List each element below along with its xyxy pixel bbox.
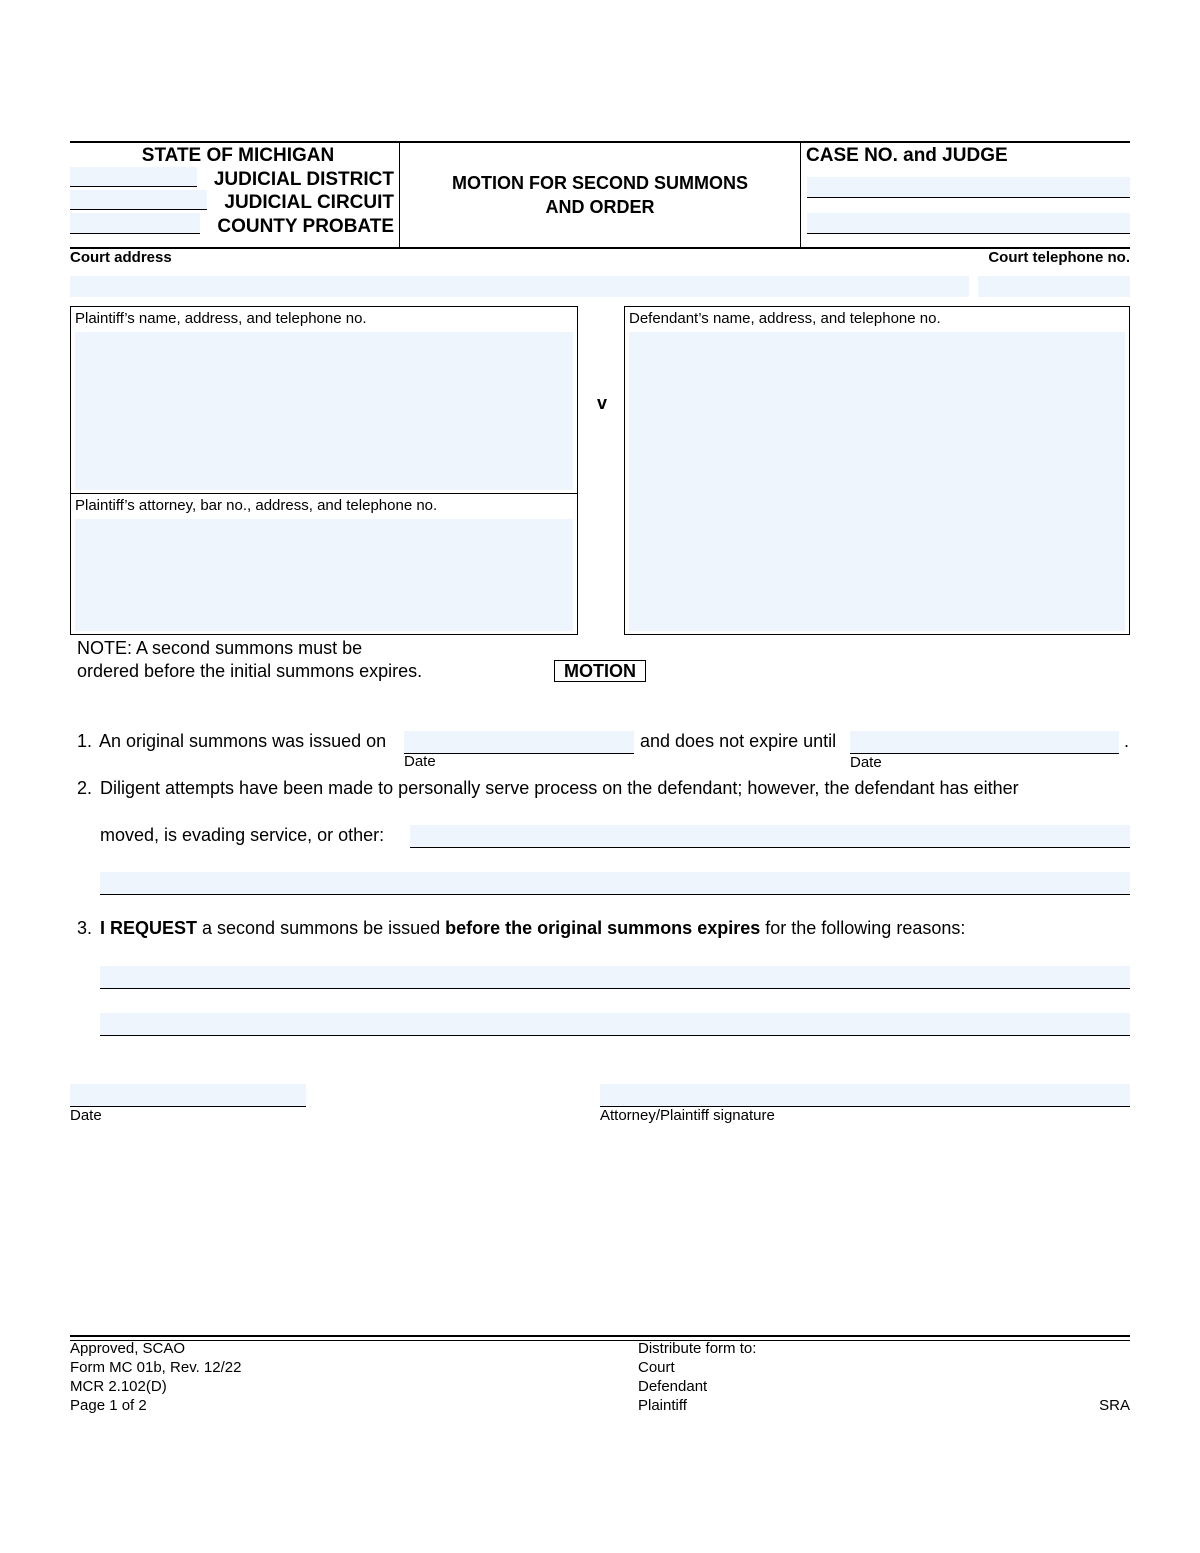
- county-probate-field[interactable]: [70, 213, 200, 234]
- item3-text-a: a second summons be issued: [197, 918, 446, 938]
- circuit-number-field[interactable]: [70, 190, 207, 210]
- footer-rule-ref: MCR 2.102(D): [70, 1378, 167, 1395]
- item2-line1: Diligent attempts have been made to personally serve process on the defendant; however, the defendant has either: [100, 778, 1019, 798]
- note-line1: NOTE: A second summons must be: [77, 638, 363, 658]
- expire-date-label: Date: [850, 754, 882, 771]
- signature-date-field[interactable]: [70, 1084, 306, 1107]
- item3-bold-request: I REQUEST: [100, 918, 198, 938]
- footer-rule: [70, 1335, 1130, 1341]
- case-no-label: CASE NO. and JUDGE: [806, 145, 1008, 166]
- item3-text: [100, 918, 965, 939]
- item2-number: 2.: [77, 778, 93, 798]
- motion-heading: MOTION: [554, 660, 646, 682]
- other-reason-field-2[interactable]: [100, 872, 1130, 895]
- signature-field[interactable]: [600, 1084, 1130, 1107]
- attorney-label: Plaintiff’s attorney, bar no., address, and telephone no.: [75, 497, 438, 514]
- probate-label: COUNTY PROBATE: [217, 216, 394, 237]
- other-reason-field-1[interactable]: [410, 825, 1130, 848]
- plaintiff-info-field[interactable]: [75, 332, 573, 490]
- circuit-label: JUDICIAL CIRCUIT: [224, 192, 394, 213]
- item1-number: 1.: [77, 731, 93, 751]
- item3-number: 3.: [77, 918, 93, 938]
- item1-text-a: An original summons was issued on: [99, 731, 387, 751]
- footer-dist-court: Court: [638, 1359, 675, 1376]
- issue-date-label: Date: [404, 753, 436, 770]
- form-title-line2: AND ORDER: [545, 197, 655, 217]
- signature-label: Attorney/Plaintiff signature: [600, 1107, 775, 1124]
- footer-approved: Approved, SCAO: [70, 1340, 186, 1357]
- defendant-label: Defendant’s name, address, and telephone no.: [629, 310, 941, 327]
- court-phone-label: Court telephone no.: [988, 249, 1130, 266]
- court-address-label: Court address: [70, 249, 172, 266]
- item3-text-b: for the following reasons:: [760, 918, 966, 938]
- footer-dist-defendant: Defendant: [638, 1378, 708, 1395]
- request-reason-field-2[interactable]: [100, 1013, 1130, 1036]
- attorney-info-field[interactable]: [75, 519, 573, 631]
- header-top-rule: [70, 141, 1130, 143]
- court-phone-field[interactable]: [978, 276, 1130, 297]
- court-address-field[interactable]: [70, 276, 969, 297]
- signature-date-label: Date: [70, 1107, 102, 1124]
- footer-code: SRA: [1099, 1397, 1130, 1414]
- state-heading: STATE OF MICHIGAN: [141, 145, 335, 166]
- footer-distribute: Distribute form to:: [638, 1340, 757, 1357]
- footer-page: Page 1 of 2: [70, 1397, 147, 1414]
- judge-field[interactable]: [807, 213, 1130, 234]
- item1-text-b: and does not expire until: [640, 731, 837, 751]
- request-reason-field-1[interactable]: [100, 966, 1130, 989]
- defendant-info-field[interactable]: [629, 332, 1125, 631]
- item2-line2: moved, is evading service, or other:: [100, 825, 385, 845]
- versus-label: v: [597, 393, 608, 413]
- item3-bold-before: before the original summons expires: [445, 918, 761, 938]
- plaintiff-label: Plaintiff’s name, address, and telephone no.: [75, 310, 367, 327]
- footer-dist-plaintiff: Plaintiff: [638, 1397, 687, 1414]
- header-divider-right: [800, 142, 801, 247]
- note-line2: ordered before the initial summons expires.: [77, 661, 423, 681]
- footer-form: Form MC 01b, Rev. 12/22: [70, 1359, 242, 1376]
- case-number-field[interactable]: [807, 177, 1130, 198]
- issue-date-field[interactable]: [404, 731, 634, 754]
- district-number-field[interactable]: [70, 167, 197, 187]
- item1-period: .: [1124, 731, 1130, 751]
- expire-date-field[interactable]: [850, 731, 1119, 754]
- form-title-line1: MOTION FOR SECOND SUMMONS: [452, 173, 748, 193]
- district-label: JUDICIAL DISTRICT: [213, 169, 394, 190]
